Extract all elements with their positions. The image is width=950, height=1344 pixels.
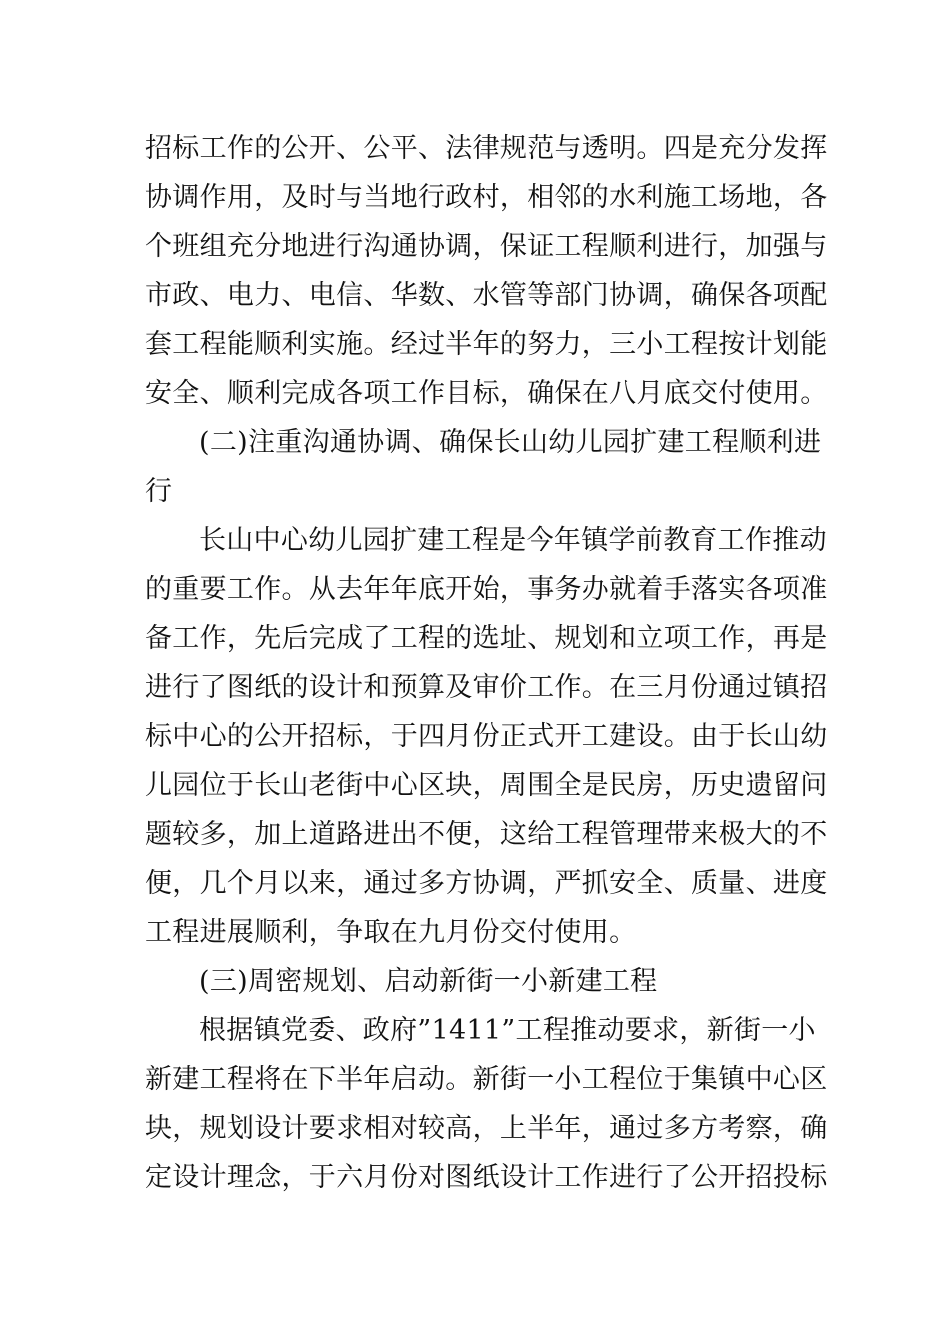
text-line: 标中心的公开招标，于四月份正式开工建设。由于长山幼 xyxy=(145,721,828,752)
text-line: 招标工作的公开、公平、法律规范与透明。四是充分发挥 xyxy=(145,133,828,164)
text-line: 便，几个月以来，通过多方协调，严抓安全、质量、进度 xyxy=(145,868,828,899)
text-line: 备工作，先后完成了工程的选址、规划和立项工作，再是 xyxy=(145,623,828,654)
text-line: 工程进展顺利，争取在九月份交付使用。 xyxy=(145,917,637,948)
section-heading-3: (三)周密规划、启动新街一小新建工程 xyxy=(199,966,658,997)
text-line: 进行了图纸的设计和预算及审价工作。在三月份通过镇招 xyxy=(145,672,828,703)
text-line: 个班组充分地进行沟通协调，保证工程顺利进行，加强与 xyxy=(145,231,828,262)
text-line: 新建工程将在下半年启动。新街一小工程位于集镇中心区 xyxy=(145,1064,828,1095)
text-line: 儿园位于长山老街中心区块，周围全是民房，历史遗留问 xyxy=(145,770,828,801)
text-line: 套工程能顺利实施。经过半年的努力，三小工程按计划能 xyxy=(145,329,828,360)
text-line: 定设计理念，于六月份对图纸设计工作进行了公开招投标 xyxy=(145,1162,828,1193)
section-heading-2: (二)注重沟通协调、确保长山幼儿园扩建工程顺利进 xyxy=(199,427,822,458)
document-body xyxy=(145,124,828,1202)
text-line: 的重要工作。从去年年底开始，事务办就着手落实各项准 xyxy=(145,574,828,605)
text-line: 市政、电力、电信、华数、水管等部门协调，确保各项配 xyxy=(145,280,828,311)
text-line: 块，规划设计要求相对较高，上半年，通过多方考察，确 xyxy=(145,1113,828,1144)
text-line: 协调作用，及时与当地行政村，相邻的水利施工场地，各 xyxy=(145,182,828,213)
section-heading-2-continuation: 行 xyxy=(145,476,173,507)
paragraph-start: 根据镇党委、政府”1411”工程推动要求，新街一小 xyxy=(199,1015,816,1046)
paragraph-start: 长山中心幼儿园扩建工程是今年镇学前教育工作推动 xyxy=(199,525,827,556)
text-line: 题较多，加上道路进出不便，这给工程管理带来极大的不 xyxy=(145,819,828,850)
text-line: 安全、顺利完成各项工作目标，确保在八月底交付使用。 xyxy=(145,378,828,409)
